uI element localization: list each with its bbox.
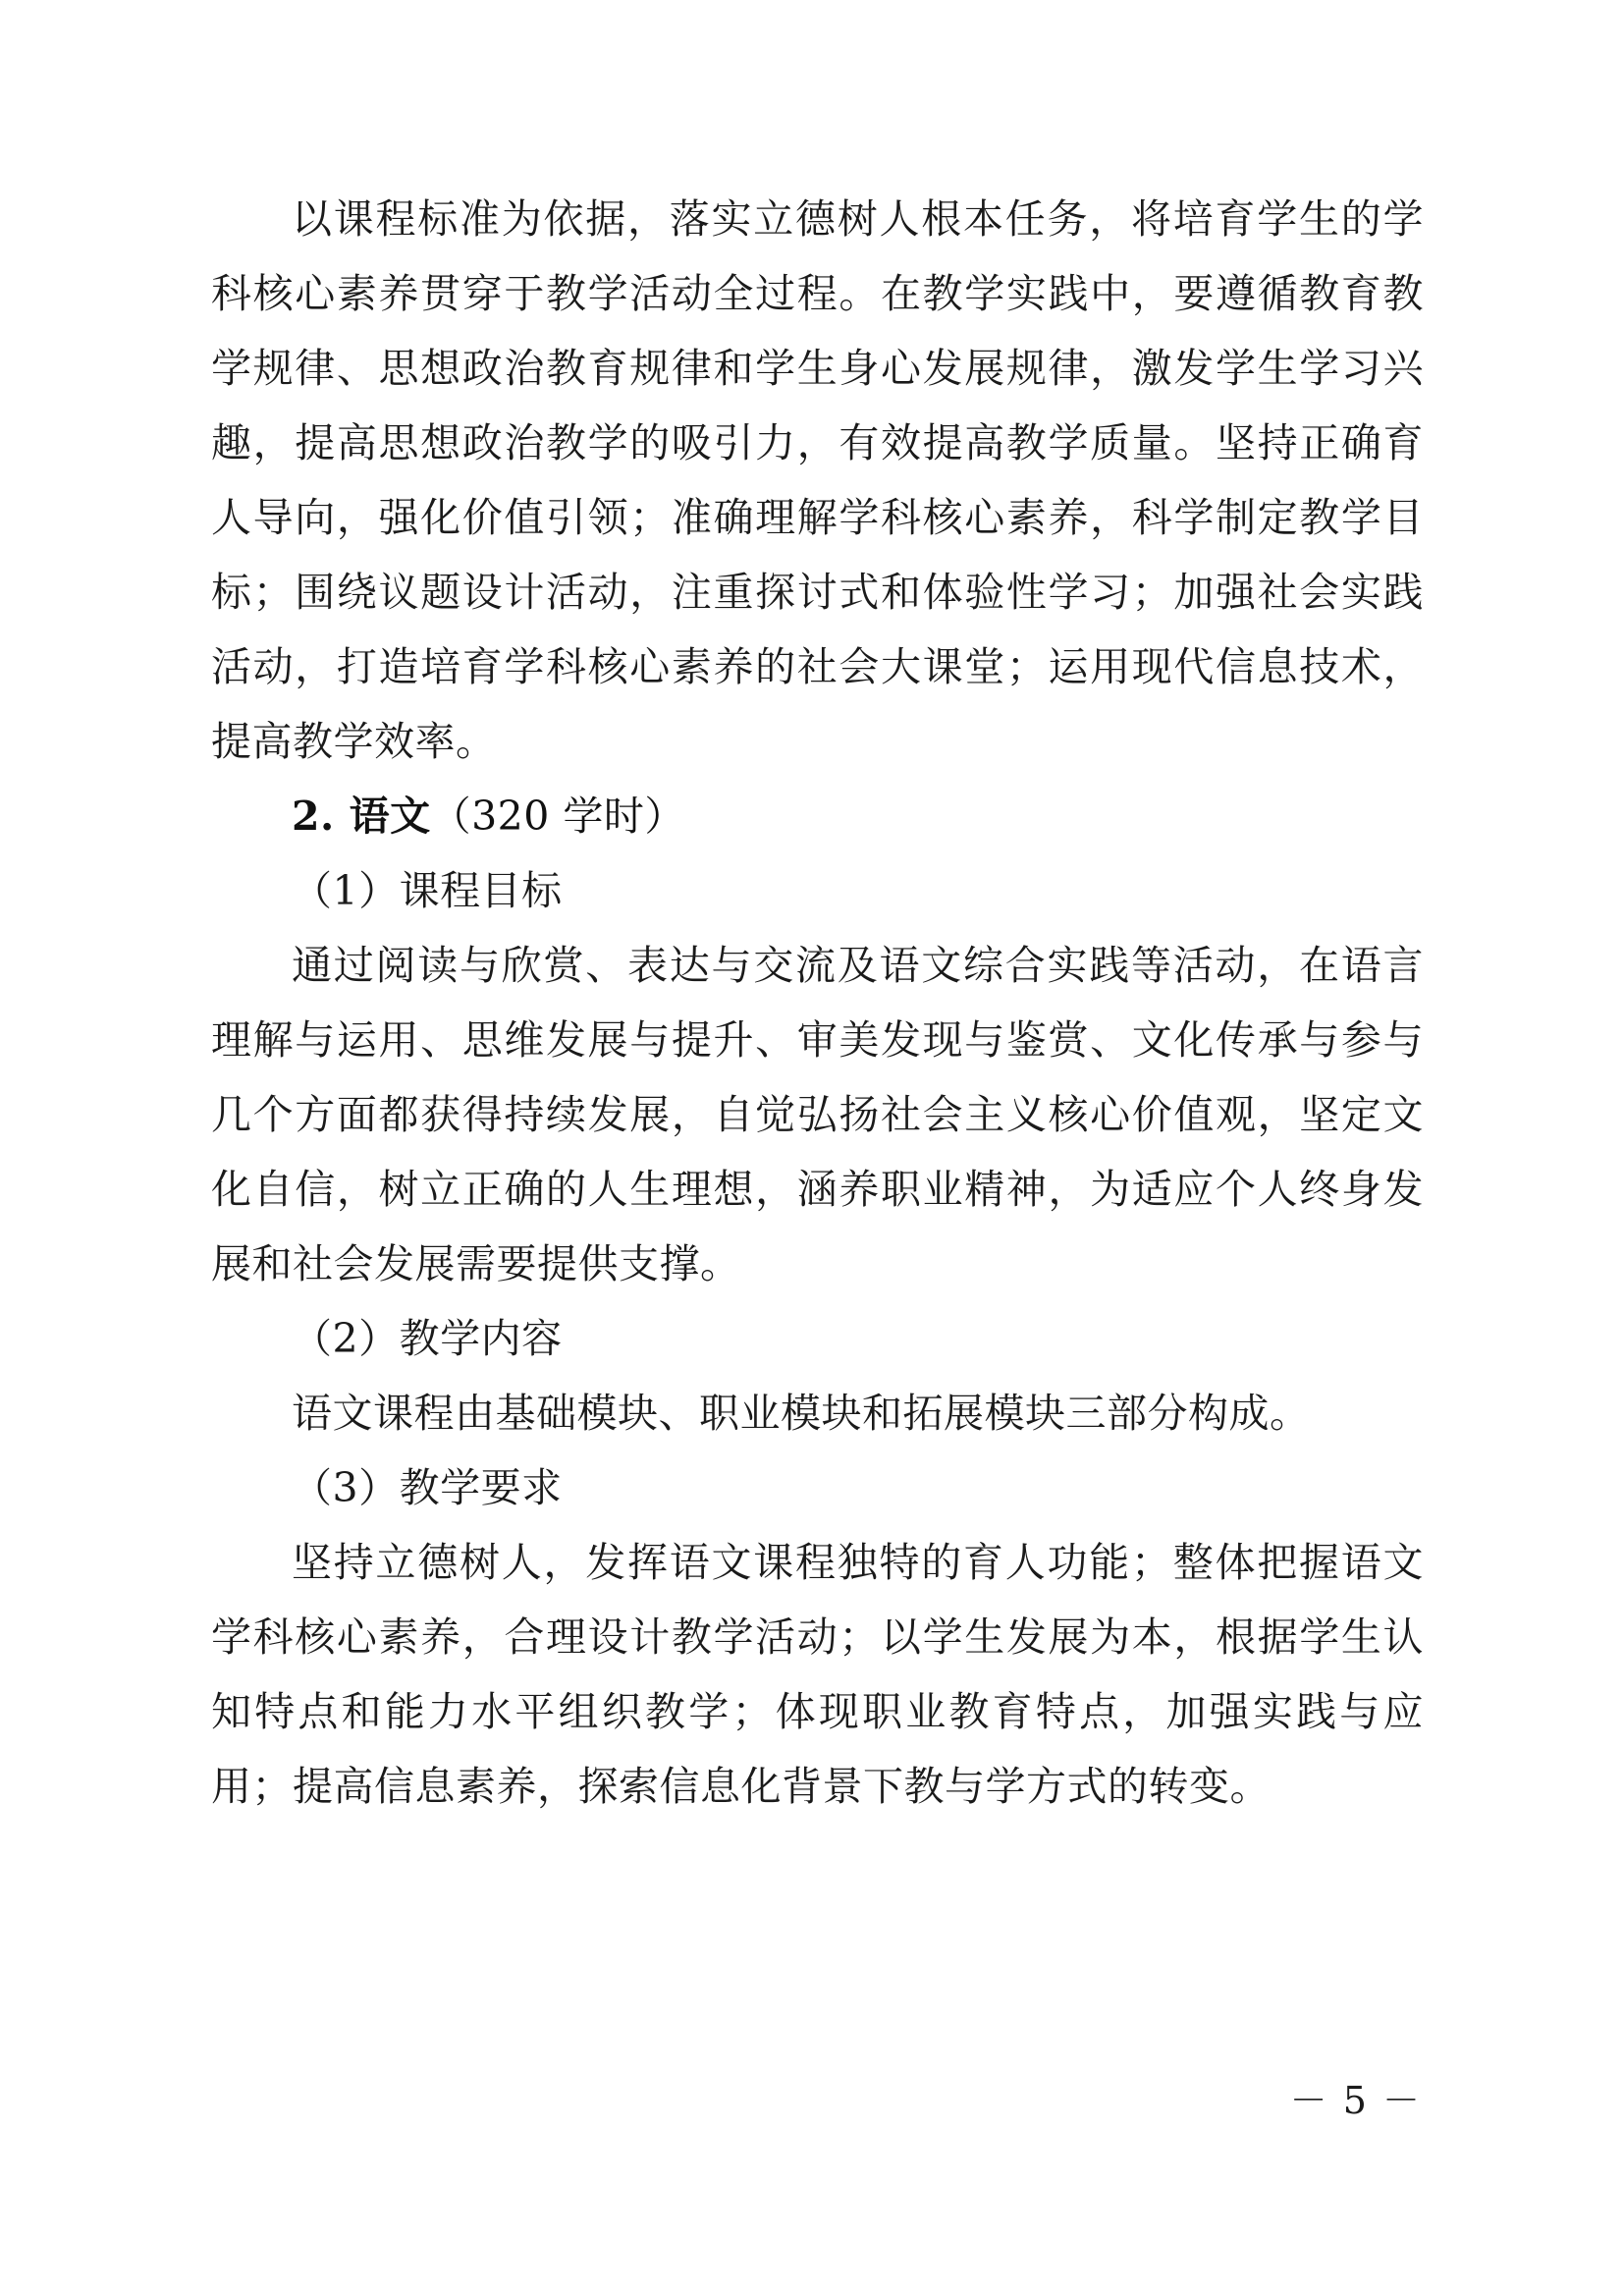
section-heading-title: 2. 语文 [292,793,431,840]
paragraph-course-objectives: 通过阅读与欣赏、表达与交流及语文综合实践等活动，在语言理解与运用、思维发展与提升、审美发现与鉴赏、文化传承与参与几个方面都获得持续发展，自觉弘扬社会主义核心价值观，坚定文化自信，树立正确的人生理想，涵养职业精神，为适应个人终身发展和社会发展需要提供支撑。 [211,942,1424,1287]
subheading-course-objectives: （1）课程目标 [292,867,563,914]
paragraph-teaching-requirements-politics: 以课程标准为依据，落实立德树人根本任务，将培育学生的学科核心素养贯穿于教学活动全过程。在教学实践中，要遵循教育教学规律、思想政治教育规律和学生身心发展规律，激发学生学习兴趣，提高思想政治教学的吸引力，有效提高教学质量。坚持正确育人导向，强化价值引领；准确理解学科核心素养，科学制定教学目标；围绕议题设计活动，注重探讨式和体验性学习；加强社会实践活动，打造培育学科核心素养的社会大课堂；运用现代信息技术，提高教学效率。 [211,195,1424,765]
page-number: － 5 － [1289,2079,1422,2122]
page-body [211,182,1424,1824]
subheading-teaching-requirements: （3）教学要求 [292,1464,563,1511]
subheading-teaching-content: （2）教学内容 [292,1315,563,1362]
paragraph-teaching-requirements-chinese: 坚持立德树人，发挥语文课程独特的育人功能；整体把握语文学科核心素养，合理设计教学活动；以学生发展为本，根据学生认知特点和能力水平组织教学；体现职业教育特点，加强实践与应用；提高信息素养，探索信息化背景下教与学方式的转变。 [211,1539,1424,1810]
section-heading-hours: （320 学时） [430,793,685,840]
paragraph-teaching-content: 语文课程由基础模块、职业模块和拓展模块三部分构成。 [292,1390,1311,1437]
section-heading-chinese [211,779,1424,853]
